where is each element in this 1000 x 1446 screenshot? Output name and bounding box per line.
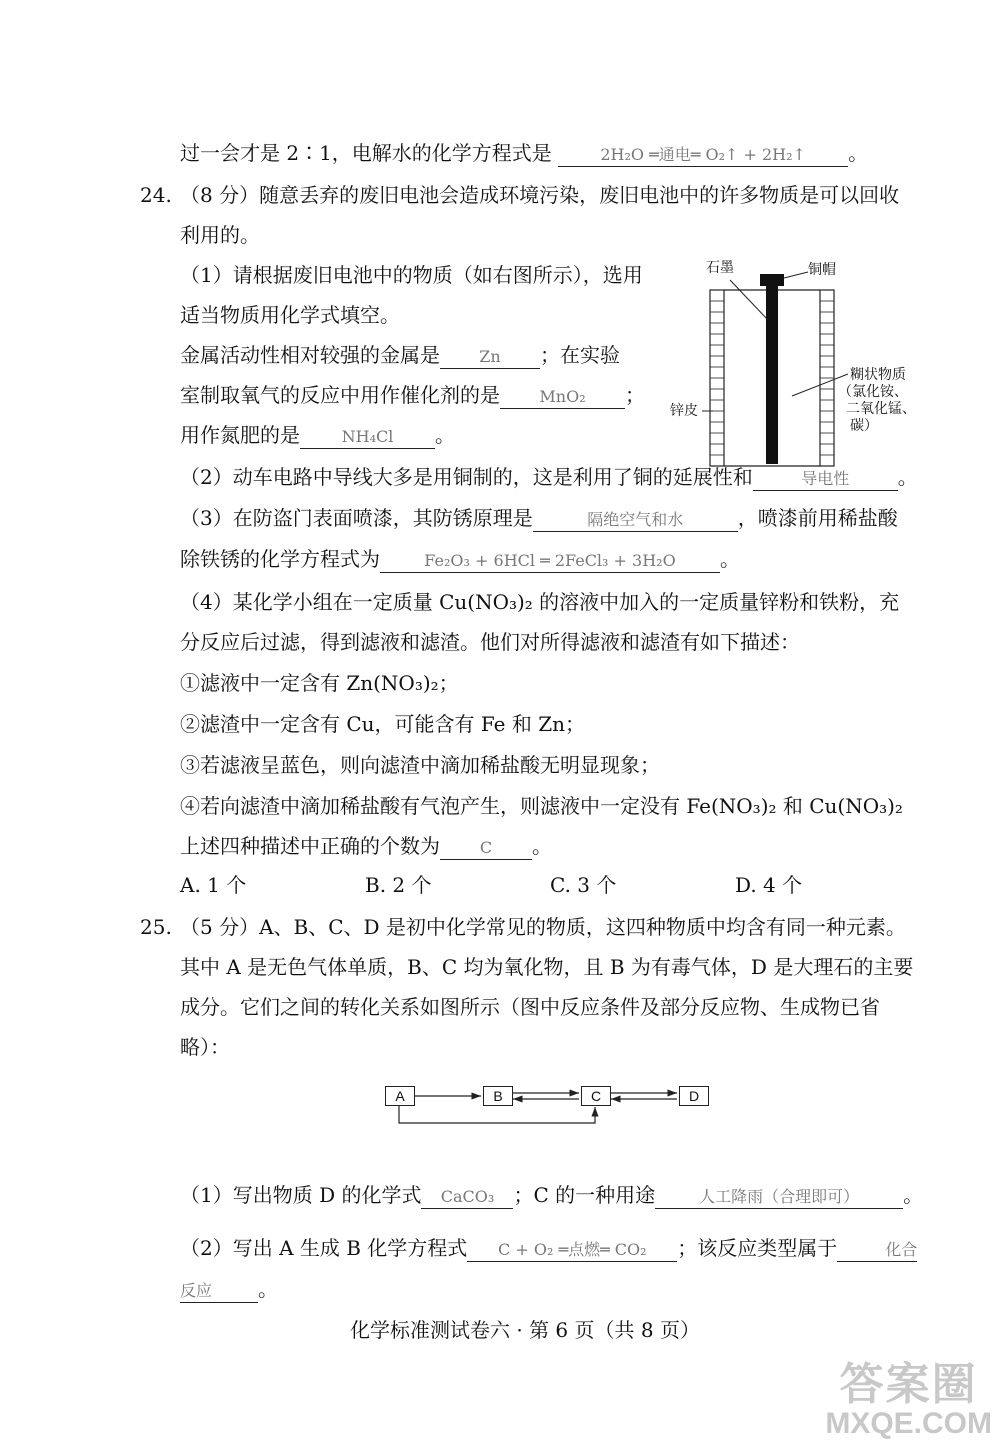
battery-diagram xyxy=(668,256,928,476)
page-footer: 化学标准测试卷六 · 第 6 页（共 8 页） xyxy=(350,1318,700,1342)
answer-electrolysis: 2H₂O ═通电═ O₂↑ + 2H₂↑ xyxy=(558,144,848,167)
q25-number: 25. xyxy=(140,915,172,939)
watermark-line-2: MXQE.COM xyxy=(825,1407,992,1440)
q24-p1-line1: （1）请根据废旧电池中的物质（如右图所示），选用 xyxy=(180,263,643,287)
label-graphite: 石墨 xyxy=(706,260,734,276)
box-b: B xyxy=(483,1086,513,1106)
answer-count: C xyxy=(440,837,532,860)
q25-line2: 其中 A 是无色气体单质，B、C 均为氧化物，且 B 为有毒气体，D 是大理石的主要 xyxy=(180,955,914,979)
label-zinc: 锌皮 xyxy=(670,403,698,419)
answer-rust-equation: Fe₂O₃ + 6HCl ═ 2FeCl₃ + 3H₂O xyxy=(380,550,720,573)
q24-number: 24. xyxy=(140,183,172,207)
answer-rust-principle: 隔绝空气和水 xyxy=(533,509,738,532)
battery-drawing xyxy=(668,256,928,476)
box-a: A xyxy=(385,1086,415,1106)
answer-c-use: 人工降雨（合理即可） xyxy=(655,1186,903,1209)
option-d: D. 4 个 xyxy=(735,873,803,897)
label-paste-3: 二氧化锰、 xyxy=(846,401,916,417)
answer-fertilizer: NH₄Cl xyxy=(300,426,435,449)
answer-catalyst: MnO₂ xyxy=(500,386,625,409)
label-paste-1: 糊状物质 xyxy=(850,367,906,383)
q24-intro-2: 利用的。 xyxy=(180,223,260,247)
q24-p1-line4: 室制取氧气的反应中用作催化剂的是 MnO₂ ； xyxy=(180,383,645,407)
q25-line1: （5 分）A、B、C、D 是初中化学常见的物质，这四种物质中均含有同一种元素。 xyxy=(180,915,906,939)
label-paste-2: （氯化铵、 xyxy=(838,384,908,400)
conversion-arrows xyxy=(385,1085,715,1130)
q24-p4-line1: （4）某化学小组在一定质量 Cu(NO₃)₂ 的溶液中加入的一定质量锌粉和铁粉，充 xyxy=(180,590,900,614)
answer-a-to-b-equation: C + O₂ ═点燃═ CO₂ xyxy=(467,1239,677,1262)
q24-p1-line3: 金属活动性相对较强的金属是 Zn ；在实验 xyxy=(180,343,620,367)
option-c: C. 3 个 xyxy=(550,873,617,897)
q25-p2: （2）写出 A 生成 B 化学方程式 C + O₂ ═点燃═ CO₂ ；该反应类型属于 化合 xyxy=(180,1236,918,1260)
watermark xyxy=(825,1362,992,1440)
answer-d-formula: CaCO₃ xyxy=(421,1186,513,1209)
answer-metal: Zn xyxy=(440,346,540,369)
watermark-line-1: 答案圈 xyxy=(839,1360,978,1409)
answer-reaction-type-2: 反应 xyxy=(180,1280,258,1303)
answer-reaction-type-1: 化合 xyxy=(837,1239,917,1262)
continuation-line: 过一会才是 2∶1，电解水的化学方程式是 2H₂O ═通电═ O₂↑ + 2H₂↑ 。 xyxy=(180,141,869,165)
q24-p1-line5: 用作氮肥的是 NH₄Cl 。 xyxy=(180,423,455,447)
answer-conductivity: 导电性 xyxy=(753,468,898,491)
option-a: A. 1 个 xyxy=(180,873,247,897)
q25-p1: （1）写出物质 D 的化学式 CaCO₃ ；C 的一种用途 人工降雨（合理即可） 。 xyxy=(180,1183,924,1207)
q24-p2: （2）动车电路中导线大多是用铜制的，这是利用了铜的延展性和 导电性 。 xyxy=(180,465,918,489)
q24-p4-line7: 上述四种描述中正确的个数为 C 。 xyxy=(180,834,552,858)
statement-1: ①滤液中一定含有 Zn(NO₃)₂； xyxy=(180,671,459,695)
box-d: D xyxy=(679,1086,709,1106)
statement-4: ④若向滤渣中滴加稀盐酸有气泡产生，则滤液中一定没有 Fe(NO₃)₂ 和 Cu(NO₃)₂ xyxy=(180,794,903,818)
q25-p2-line2: 反应 。 xyxy=(180,1277,278,1301)
q24-intro-1: （8 分）随意丢弃的废旧电池会造成环境污染，废旧电池中的许多物质是可以回收 xyxy=(180,183,900,207)
statement-2: ②滤渣中一定含有 Cu，可能含有 Fe 和 Zn； xyxy=(180,712,586,736)
q24-p3-line2: 除铁锈的化学方程式为 Fe₂O₃ + 6HCl ═ 2FeCl₃ + 3H₂O 。 xyxy=(180,547,740,571)
q24-p1-line2: 适当物质用化学式填空。 xyxy=(180,303,400,327)
q25-line4: 略）： xyxy=(180,1035,230,1059)
q24-p3-line1: （3）在防盗门表面喷漆，其防锈原理是 隔绝空气和水 ，喷漆前用稀盐酸 xyxy=(180,506,898,530)
q24-p4-line2: 分反应后过滤，得到滤液和滤渣。他们对所得滤液和滤渣有如下描述： xyxy=(180,630,800,654)
label-paste-4: 碳） xyxy=(850,418,878,434)
conversion-diagram xyxy=(385,1085,715,1130)
option-b: B. 2 个 xyxy=(365,873,432,897)
box-c: C xyxy=(581,1086,611,1106)
statement-3: ③若滤液呈蓝色，则向滤渣中滴加稀盐酸无明显现象； xyxy=(180,753,660,777)
label-copper-cap: 铜帽 xyxy=(808,262,836,278)
q25-line3: 成分。它们之间的转化关系如图所示（图中反应条件及部分反应物、生成物已省 xyxy=(180,995,880,1019)
